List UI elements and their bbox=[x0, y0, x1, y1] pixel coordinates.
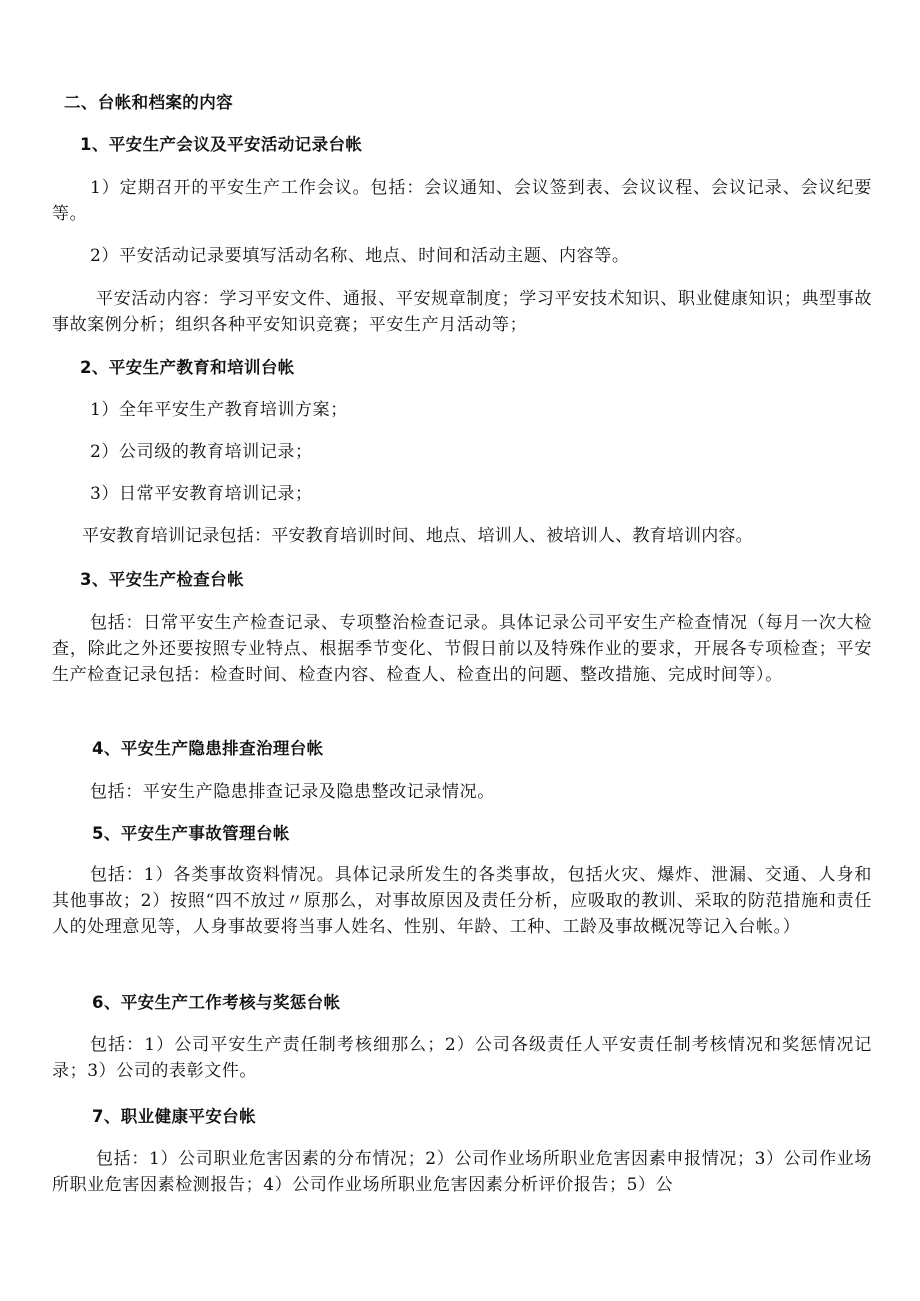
paragraph: 平安活动内容：学习平安文件、通报、平安规章制度；学习平安技术知识、职业健康知识；典型事故事故案例分析；组织各种平安知识竞赛；平安生产月活动等； bbox=[52, 289, 872, 335]
heading-meeting-records: 1、平安生产会议及平安活动记录台帐 bbox=[80, 135, 363, 154]
heading-assessment-rewards: 6、平安生产工作考核与奖惩台帐 bbox=[92, 993, 341, 1012]
list-item: 1）全年平安生产教育培训方案； bbox=[90, 400, 348, 420]
paragraph: 包括：日常平安生产检查记录、专项整治检查记录。具体记录公司平安生产检查情况（每月一次大检查，除此之外还要按照专业特点、根据季节变化、节假日前以及特殊作业的要求，开展各专项检查；平安生产检查记录包括：检查时间、检查内容、检查人、检查出的问题、整改措施、完成时间等）。 bbox=[52, 613, 872, 685]
list-item: 3）日常平安教育培训记录； bbox=[90, 484, 313, 504]
paragraph: 包括：1）公司平安生产责任制考核细那么；2）公司各级责任人平安责任制考核情况和奖惩情况记录；3）公司的表彰文件。 bbox=[52, 1035, 872, 1081]
paragraph: 包括：平安生产隐患排查记录及隐患整改记录情况。 bbox=[90, 782, 495, 802]
paragraph: 平安教育培训记录包括：平安教育培训时间、地点、培训人、被培训人、教育培训内容。 bbox=[82, 526, 753, 546]
paragraph: 2）平安活动记录要填写活动名称、地点、时间和活动主题、内容等。 bbox=[90, 246, 630, 266]
heading-education-training: 2、平安生产教育和培训台帐 bbox=[80, 358, 295, 377]
heading-hazard-investigation: 4、平安生产隐患排查治理台帐 bbox=[92, 739, 324, 758]
paragraph: 包括：1）各类事故资料情况。具体记录所发生的各类事故，包括火灾、爆炸、泄漏、交通、人身和其他事故；2）按照“四不放过〃原那么，对事故原因及责任分析，应吸取的教训、采取的防范措施和责任人的处理意见等，人身事故要将当事人姓名、性别、年龄、工种、工龄及事故概况等记入台帐。） bbox=[52, 865, 872, 937]
paragraph: 1）定期召开的平安生产工作会议。包括：会议通知、会议签到表、会议议程、会议记录、会议纪要等。 bbox=[52, 178, 872, 224]
list-item: 2）公司级的教育培训记录； bbox=[90, 442, 313, 462]
heading-safety-inspection: 3、平安生产检查台帐 bbox=[80, 570, 244, 589]
heading-accident-management: 5、平安生产事故管理台帐 bbox=[92, 824, 290, 843]
paragraph: 包括：1）公司职业危害因素的分布情况；2）公司作业场所职业危害因素申报情况；3）公司作业场所职业危害因素检测报告；4）公司作业场所职业危害因素分析评价报告；5）公 bbox=[52, 1149, 872, 1195]
section-title: 二、台帐和档案的内容 bbox=[64, 93, 233, 112]
heading-occupational-health: 7、职业健康平安台帐 bbox=[92, 1107, 256, 1126]
